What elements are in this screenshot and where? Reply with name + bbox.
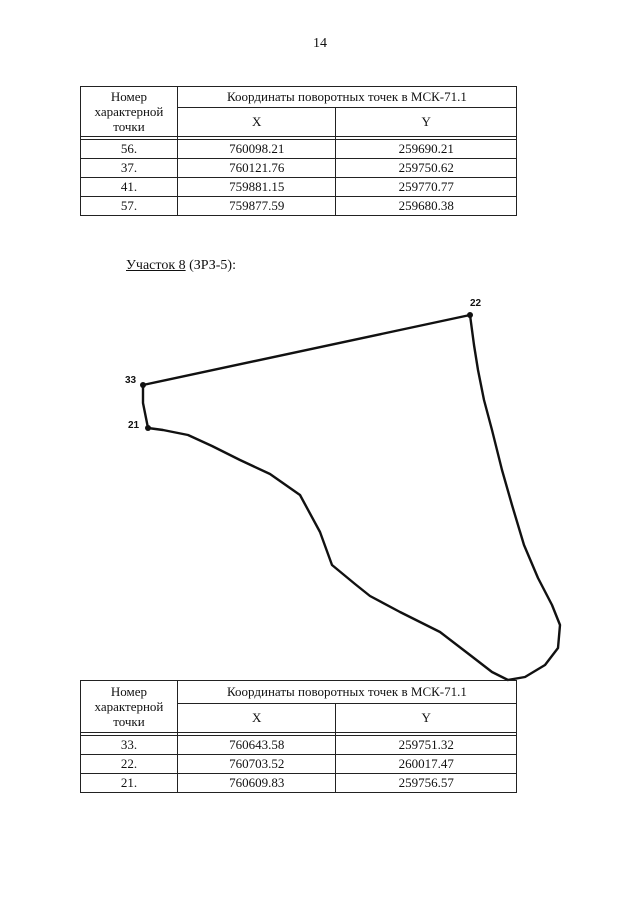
header-x: X (177, 108, 336, 137)
point-number-cell: 33. (81, 736, 178, 755)
point-label-21: 21 (128, 420, 140, 431)
x-coordinate-cell: 759877.59 (177, 197, 336, 216)
header-y: Y (336, 108, 517, 137)
header-y: Y (336, 704, 517, 733)
header-point-number: Номер характерной точки (81, 681, 178, 733)
page-number: 14 (313, 36, 327, 51)
x-coordinate-cell: 760121.76 (177, 159, 336, 178)
table-row (81, 755, 517, 774)
point-number-cell: 37. (81, 159, 178, 178)
x-coordinate-cell: 760643.58 (177, 736, 336, 755)
section-title: Участок 8 (ЗРЗ-5): (126, 258, 236, 273)
y-coordinate-cell: 259770.77 (336, 178, 517, 197)
y-coordinate-cell: 259751.32 (336, 736, 517, 755)
x-coordinate-cell: 760703.52 (177, 755, 336, 774)
y-coordinate-cell: 259750.62 (336, 159, 517, 178)
plot-boundary (143, 315, 560, 680)
point-marker-22 (467, 312, 473, 318)
point-number-cell: 41. (81, 178, 178, 197)
point-marker-21 (145, 425, 151, 431)
header-x: X (177, 704, 336, 733)
coordinates-table-2 (80, 680, 517, 793)
y-coordinate-cell: 260017.47 (336, 755, 517, 774)
point-number-cell: 22. (81, 755, 178, 774)
point-number-cell: 56. (81, 140, 178, 159)
y-coordinate-cell: 259690.21 (336, 140, 517, 159)
table-row (81, 774, 517, 793)
point-marker-33 (140, 382, 146, 388)
point-number-cell: 21. (81, 774, 178, 793)
point-label-33: 33 (125, 375, 137, 386)
x-coordinate-cell: 759881.15 (177, 178, 336, 197)
x-coordinate-cell: 760098.21 (177, 140, 336, 159)
point-number-cell: 57. (81, 197, 178, 216)
table-row (81, 736, 517, 755)
y-coordinate-cell: 259756.57 (336, 774, 517, 793)
header-coordinates: Координаты поворотных точек в МСК-71.1 (177, 681, 516, 704)
point-label-22: 22 (470, 298, 482, 309)
header-coordinates: Координаты поворотных точек в МСК-71.1 (177, 87, 516, 108)
x-coordinate-cell: 760609.83 (177, 774, 336, 793)
header-point-number: Номер характерной точки (81, 87, 178, 137)
y-coordinate-cell: 259680.38 (336, 197, 517, 216)
